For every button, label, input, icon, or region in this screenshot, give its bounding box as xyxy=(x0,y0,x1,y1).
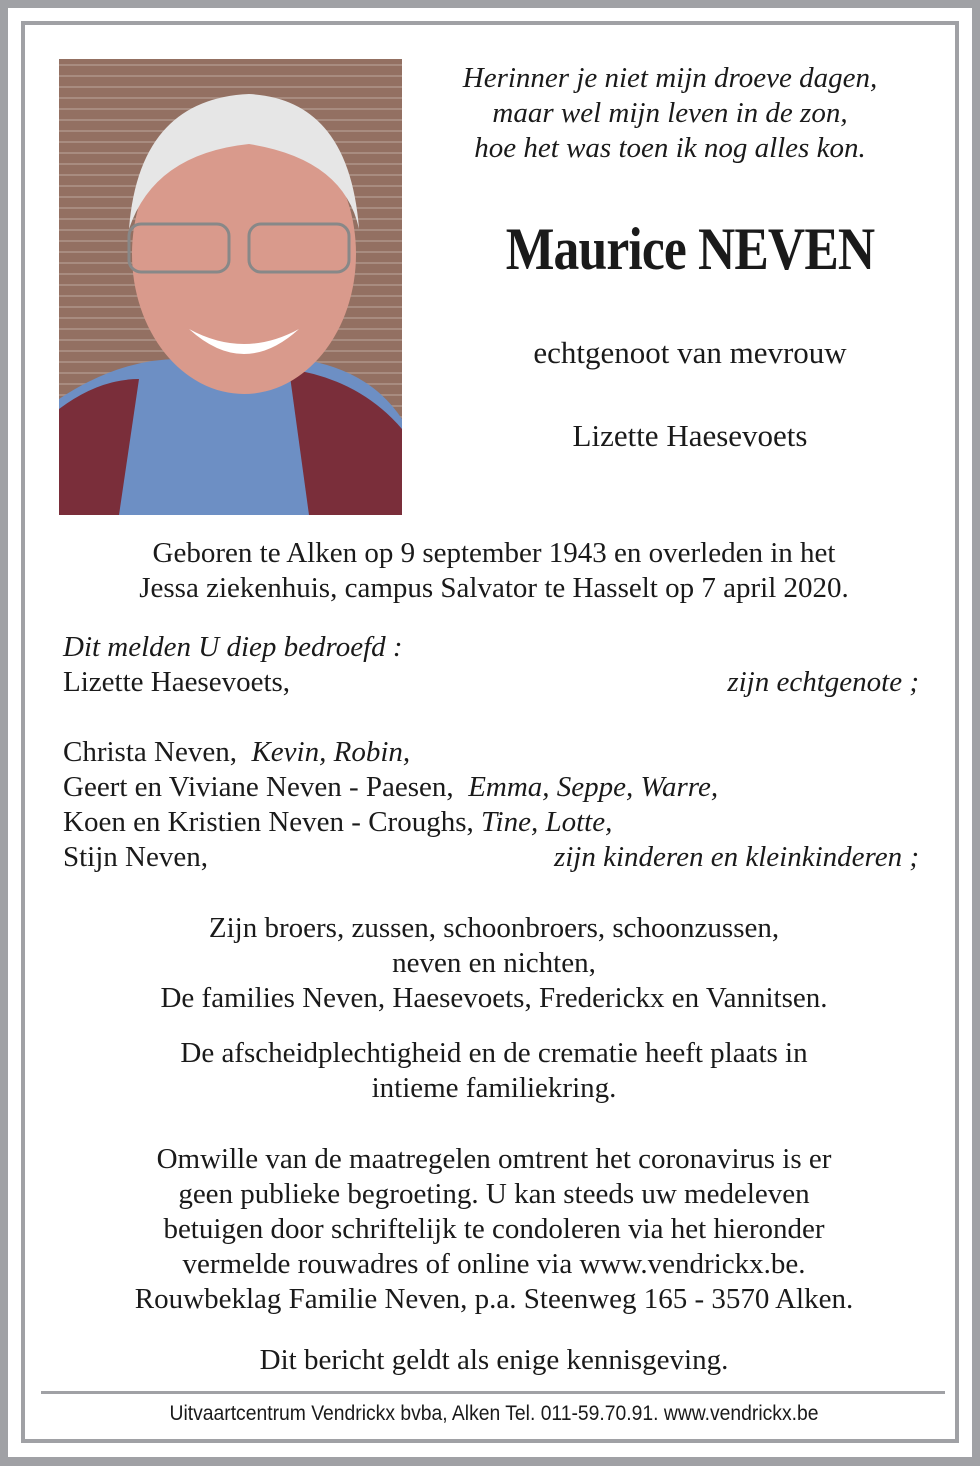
family-names: Stijn Neven, xyxy=(63,841,208,873)
portrait-photo xyxy=(59,59,402,515)
funeral-home-footer: Uitvaartcentrum Vendrickx bvba, Alken Tel. 011-59.70.91. www.vendrickx.be xyxy=(169,1402,819,1425)
corona-text xyxy=(25,1142,963,1317)
family-names: Christa Neven, xyxy=(63,736,237,768)
page-border xyxy=(8,8,972,1457)
text-line: De afscheidplechtigheid en de crematie heeft plaats in xyxy=(180,1037,808,1069)
deceased-name: Maurice NEVEN xyxy=(505,216,875,282)
text-line: Rouwbeklag Familie Neven, p.a. Steenweg 165 - 3570 Alken. xyxy=(134,1283,854,1315)
spouse-intro: echtgenoot van mevrouw xyxy=(533,335,847,370)
family-role: zijn kinderen en kleinkinderen ; xyxy=(553,841,919,873)
text-line: De families Neven, Haesevoets, Frederickx en Vannitsen. xyxy=(160,982,828,1014)
family-row xyxy=(63,770,919,805)
family-row xyxy=(63,840,919,875)
grandchildren: Tine, Lotte, xyxy=(481,806,613,838)
family-row xyxy=(63,805,919,840)
poem-line: Herinner je niet mijn droeve dagen, xyxy=(462,62,878,94)
text-line: Zijn broers, zussen, schoonbroers, schoonzussen, xyxy=(208,912,780,944)
text-line: vermelde rouwadres of online via www.vendrickx.be. xyxy=(182,1248,806,1280)
poem-line: maar wel mijn leven in de zon, xyxy=(492,97,848,129)
poem xyxy=(405,61,935,166)
announce-text xyxy=(63,630,919,665)
text-line: Geboren te Alken op 9 september 1943 en overleden in het xyxy=(152,537,836,569)
notice-text: Dit bericht geldt als enige kennisgeving. xyxy=(259,1344,729,1376)
relatives-text xyxy=(25,911,963,1016)
text-line: geen publieke begroeting. U kan steeds uw medeleven xyxy=(178,1178,810,1210)
text-line: Omwille van de maatregelen omtrent het coronavirus is er xyxy=(156,1143,832,1175)
family-names: Koen en Kristien Neven - Croughs, xyxy=(63,806,474,838)
family-names: Lizette Haesevoets, xyxy=(63,666,291,698)
divider xyxy=(41,1391,945,1394)
obituary-card xyxy=(21,21,959,1443)
announce-label: Dit melden U diep bedroefd : xyxy=(63,631,403,663)
family-row xyxy=(63,665,919,700)
text-line: Jessa ziekenhuis, campus Salvator te Hasselt op 7 april 2020. xyxy=(139,572,849,604)
grandchildren: Kevin, Robin, xyxy=(251,736,411,768)
ceremony-text xyxy=(25,1036,963,1106)
family-row xyxy=(63,735,919,770)
family-names: Geert en Viviane Neven - Paesen, xyxy=(63,771,454,803)
text-line: neven en nichten, xyxy=(392,947,596,979)
grandchildren: Emma, Seppe, Warre, xyxy=(468,771,719,803)
text-line: betuigen door schriftelijk te condoleren via het hieronder xyxy=(163,1213,825,1245)
spouse-name: Lizette Haesevoets xyxy=(572,418,808,453)
text-line: intieme familiekring. xyxy=(371,1072,617,1104)
poem-line: hoe het was toen ik nog alles kon. xyxy=(474,132,866,164)
birth-death-text xyxy=(25,536,963,606)
family-role: zijn echtgenote ; xyxy=(727,666,919,698)
